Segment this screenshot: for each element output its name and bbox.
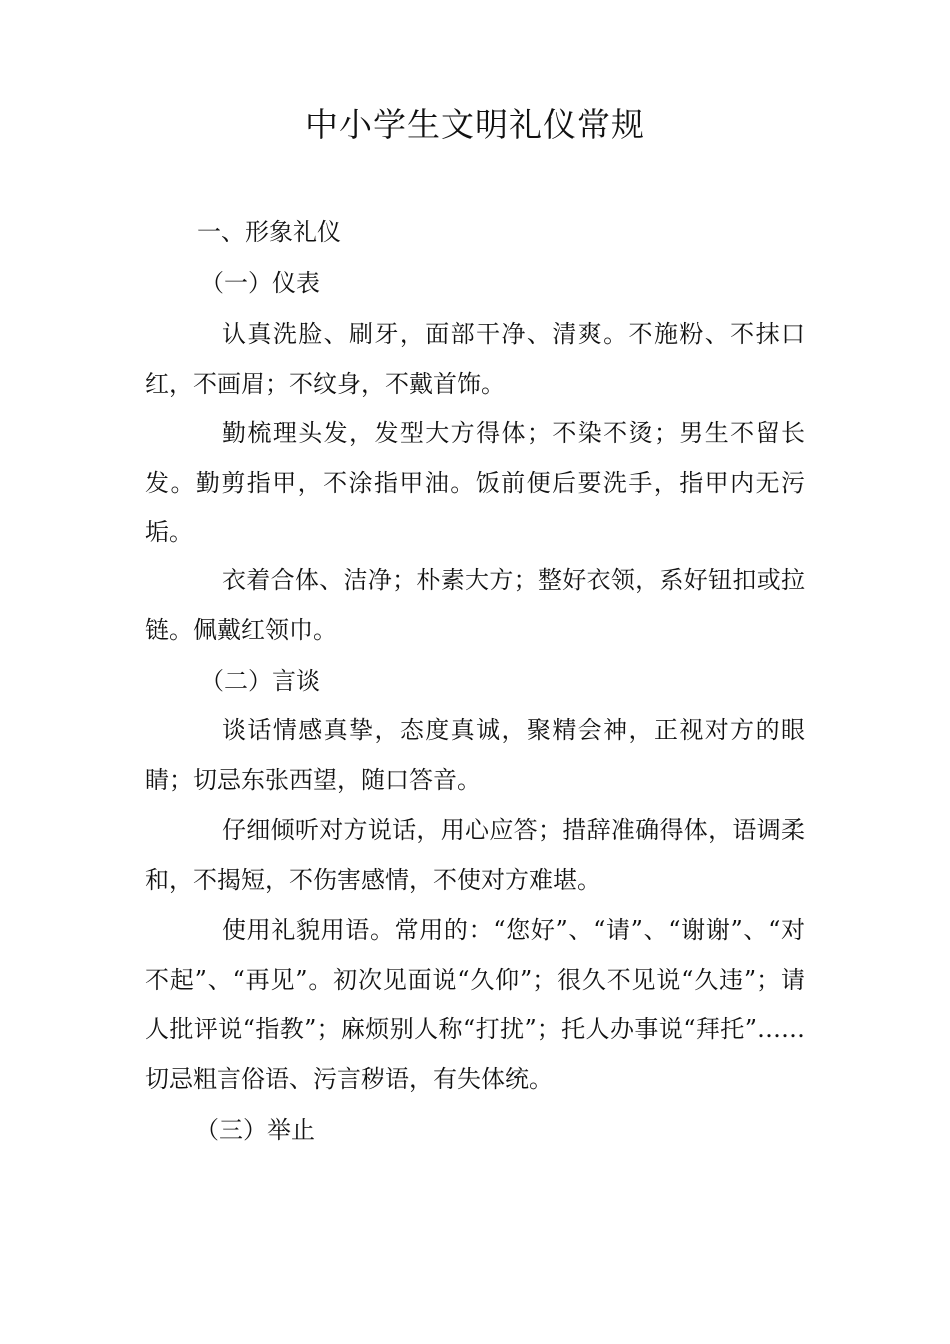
paragraph-face-grooming: 认真洗脸、刷牙，面部干净、清爽。不施粉、不抹口红，不画眉；不纹身，不戴首饰。 [145,320,805,398]
paragraph-polite-language: 使用礼貌用语。常用的：“您好”、“请”、“谢谢”、“对不起”、“再见”。初次见面说“久仰”；很久不见说“久违”；请人批评说“指教”；麻烦别人称“打扰”；托人办事说“拜托”……切忌粗言俗语、污言秽语，有失体统。 [145,916,805,1093]
paragraph-conversation-attitude: 谈话情感真挚，态度真诚，聚精会神，正视对方的眼睛；切忌东张西望，随口答音。 [145,716,805,794]
subsection-heading-behavior: （三）举止 [195,1116,315,1144]
document-title: 中小学生文明礼仪常规 [305,105,645,144]
subsection-heading-speech: （二）言谈 [200,667,320,695]
paragraph-hair-nails: 勤梳理头发，发型大方得体；不染不烫；男生不留长发。勤剪指甲，不涂指甲油。饭前便后要洗手，指甲内无污垢。 [145,419,805,546]
section-heading-image-etiquette: 一、形象礼仪 [197,218,341,246]
paragraph-listening-wording: 仔细倾听对方说话，用心应答；措辞准确得体，语调柔和，不揭短，不伤害感情，不使对方难堪。 [145,816,805,894]
paragraph-clothing: 衣着合体、洁净；朴素大方；整好衣领，系好钮扣或拉链。佩戴红领巾。 [145,566,805,644]
subsection-heading-appearance: （一）仪表 [200,269,320,297]
